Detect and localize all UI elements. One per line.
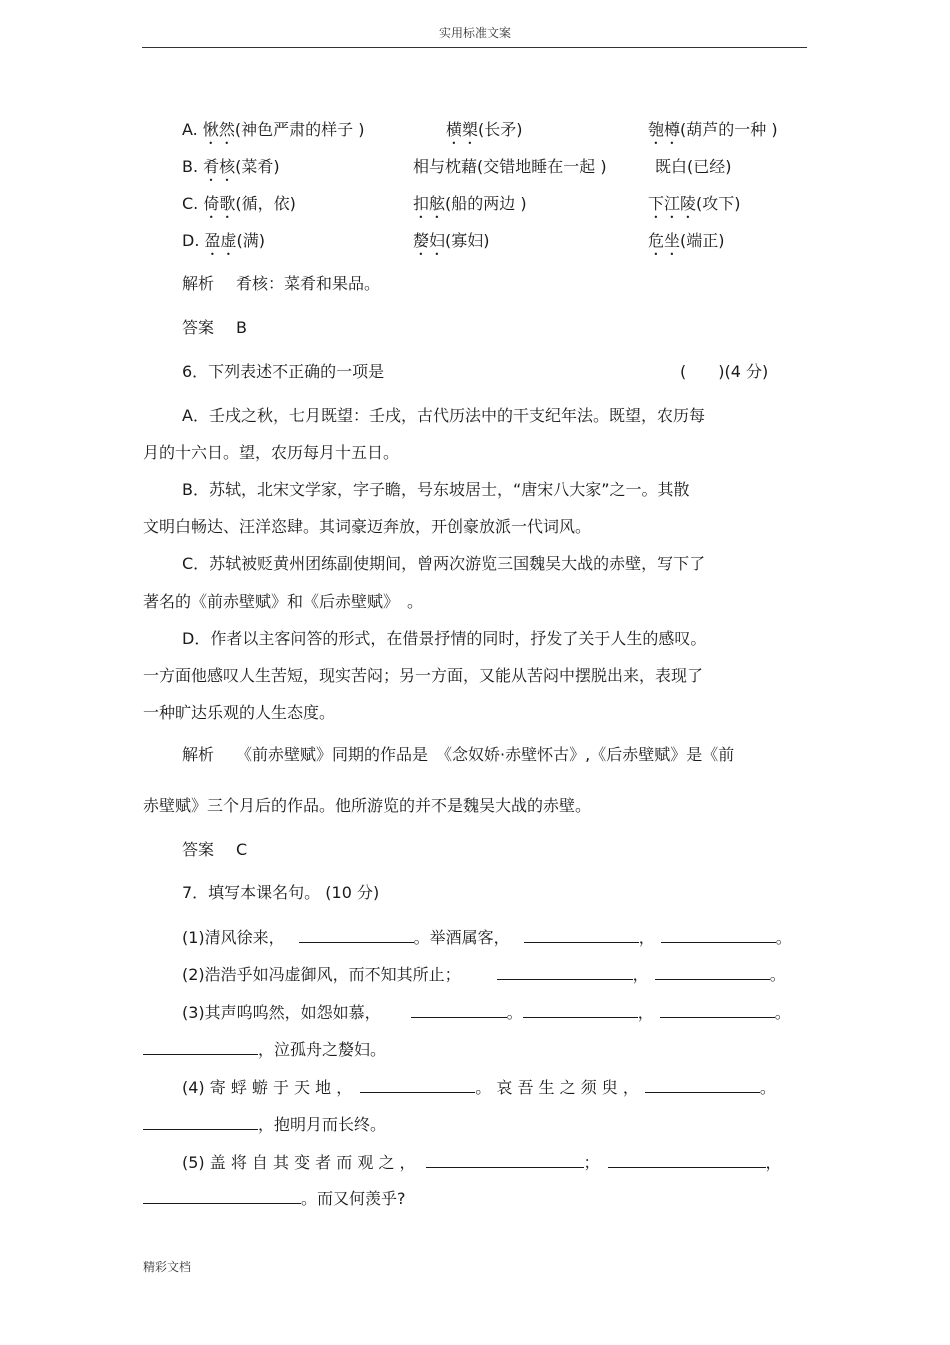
term: 肴核	[203, 157, 236, 176]
q7-sentence-2	[182, 963, 786, 986]
q7-sentence-3-cont	[143, 1038, 386, 1061]
text: 。举酒属客，	[413, 928, 510, 947]
gloss: (交错地睡在一起 )	[477, 157, 607, 176]
option-label: C.	[182, 194, 199, 213]
q5-option-b-col3	[655, 156, 732, 178]
option-label: B.	[182, 157, 199, 176]
text: (5) 盖 将 自 其 变 者 而 观 之 ，	[182, 1153, 416, 1172]
q7-sentence-3	[182, 1001, 791, 1024]
q7-sentence-4-cont	[143, 1113, 386, 1136]
term: 横槊	[446, 120, 479, 139]
gloss: (船的两边 )	[445, 194, 527, 213]
q5-option-d-col2	[413, 230, 490, 259]
fill-blank[interactable]	[660, 1001, 775, 1018]
text: ；	[583, 1153, 600, 1172]
fill-blank[interactable]	[645, 1076, 760, 1093]
text: (1)清风徐来，	[182, 928, 285, 947]
answer-value: B	[236, 318, 247, 337]
fill-blank[interactable]	[143, 1038, 258, 1055]
term: 倚歌	[203, 194, 236, 213]
term: 嫠妇	[413, 231, 446, 250]
text: ，	[638, 928, 655, 947]
fill-blank[interactable]	[524, 926, 639, 943]
q7-sentence-1	[182, 926, 792, 949]
q5-option-b-col2	[413, 156, 607, 178]
gloss: (循，依)	[235, 194, 296, 213]
q5-option-a-col3	[648, 119, 778, 148]
q5-option-d-col3	[648, 230, 725, 259]
fill-blank[interactable]	[143, 1113, 258, 1130]
term: 愀然	[202, 120, 235, 139]
q7-sentence-4	[182, 1076, 776, 1099]
text: ，泣孤舟之嫠妇。	[258, 1040, 387, 1059]
answer-label: 答案	[182, 318, 215, 337]
q6-option-d-line3: 一种旷达乐观的人生态度。	[143, 703, 336, 722]
analysis-label: 解析	[182, 274, 215, 293]
text: ，	[632, 965, 649, 984]
q7-stem: 7．填写本课名句。 (10 分)	[182, 883, 380, 902]
q5-answer	[182, 317, 247, 339]
analysis-label: 解析	[182, 745, 215, 764]
fill-blank[interactable]	[411, 1001, 507, 1018]
q6-answer	[182, 839, 247, 861]
text: ，	[637, 1003, 654, 1022]
gloss: (满)	[236, 231, 266, 250]
text: ，	[765, 1153, 782, 1172]
q6-option-a-line1: A．壬戌之秋，七月既望：壬戌，古代历法中的干支纪年法。既望，农历每	[182, 406, 705, 425]
text: 。 哀 吾 生 之 须 臾 ，	[475, 1078, 639, 1097]
gloss: (攻下)	[696, 194, 741, 213]
q7-sentence-5	[182, 1151, 782, 1174]
text: (2)浩浩乎如冯虚御风，而不知其所止；	[182, 965, 461, 984]
term: 盈虚	[204, 231, 237, 250]
term: 下江陵	[648, 194, 697, 213]
q6-option-a-line2: 月的十六日。望，农历每月十五日。	[143, 443, 400, 462]
option-label: A.	[182, 120, 198, 139]
fill-blank[interactable]	[523, 1001, 638, 1018]
term: 既白	[655, 157, 688, 176]
q6-option-b-line2: 文明白畅达、汪洋恣肆。其词豪迈奔放，开创豪放派一代词风。	[143, 517, 592, 536]
text: (4) 寄 蜉 蝣 于 天 地 ，	[182, 1078, 353, 1097]
q6-analysis	[182, 744, 734, 766]
q6-analysis-cont: 赤壁赋》三个月后的作品。他所游览的并不是魏吴大战的赤壁。	[143, 796, 592, 815]
fill-blank[interactable]	[143, 1187, 301, 1204]
gloss: (菜肴)	[235, 157, 280, 176]
fill-blank[interactable]	[661, 926, 776, 943]
q7-sentence-5-cont	[143, 1187, 406, 1210]
gloss: (已经)	[687, 157, 732, 176]
page-footer: 精彩文档	[143, 1260, 192, 1274]
q5-option-a	[182, 119, 364, 148]
fill-blank[interactable]	[426, 1151, 584, 1168]
fill-blank[interactable]	[360, 1076, 475, 1093]
gloss: (葫芦的一种 )	[680, 120, 778, 139]
text: ，抱明月而长终。	[258, 1115, 387, 1134]
term: 危坐	[648, 231, 681, 250]
q6-option-d-line2: 一方面他感叹人生苦短，现实苦闷；另一方面，又能从苦闷中摆脱出来，表现了	[143, 666, 704, 685]
fill-blank[interactable]	[299, 926, 414, 943]
q5-option-a-col2	[446, 119, 523, 148]
answer-label: 答案	[182, 840, 215, 859]
page-header: 实用标准文案	[438, 26, 511, 40]
analysis-text: 《前赤壁赋》同期的作品是 《念奴娇·赤壁怀古》,《后赤壁赋》是《前	[236, 745, 735, 764]
q6-answer-paren: ( )(4 分)	[680, 362, 769, 381]
gloss: (神色严肃的样子 )	[234, 120, 365, 139]
q5-option-c	[182, 193, 296, 222]
option-label: D.	[182, 231, 200, 250]
gloss: (长矛)	[478, 120, 523, 139]
gloss: (寡妇)	[445, 231, 490, 250]
fill-blank[interactable]	[608, 1151, 766, 1168]
text: 。而又何羡乎?	[301, 1189, 406, 1208]
q5-analysis	[182, 273, 380, 295]
text: 。	[759, 1078, 776, 1097]
fill-blank[interactable]	[655, 963, 770, 980]
text: 。	[774, 1003, 791, 1022]
gloss: (端正)	[680, 231, 725, 250]
term: 扣舷	[413, 194, 446, 213]
q6-option-c-line1: C．苏轼被贬黄州团练副使期间，曾两次游览三国魏吴大战的赤壁，写下了	[182, 554, 706, 573]
q5-option-c-col3	[648, 193, 741, 222]
text: 。	[775, 928, 792, 947]
q5-option-d	[182, 230, 265, 259]
analysis-text: 肴核：菜肴和果品。	[236, 274, 381, 293]
text: 。	[769, 965, 786, 984]
term: 匏樽	[648, 120, 681, 139]
fill-blank[interactable]	[497, 963, 633, 980]
q6-option-c-line2: 著名的《前赤壁赋》和《后赤壁赋》 。	[143, 592, 424, 611]
text: (3)其声呜呜然，如怨如慕，	[182, 1003, 381, 1022]
answer-value: C	[236, 840, 248, 859]
text: 。	[506, 1003, 523, 1022]
q6-stem: 6．下列表述不正确的一项是	[182, 362, 385, 381]
header-rule	[142, 47, 807, 48]
q5-option-c-col2	[413, 193, 527, 222]
q6-option-b-line1: B．苏轼，北宋文学家，字子瞻，号东坡居士，“唐宋八大家”之一。其散	[182, 480, 690, 499]
term: 相与枕藉	[413, 157, 478, 176]
q6-option-d-line1: D．作者以主客问答的形式，在借景抒情的同时，抒发了关于人生的感叹。	[182, 629, 707, 648]
q5-option-b	[182, 156, 280, 185]
